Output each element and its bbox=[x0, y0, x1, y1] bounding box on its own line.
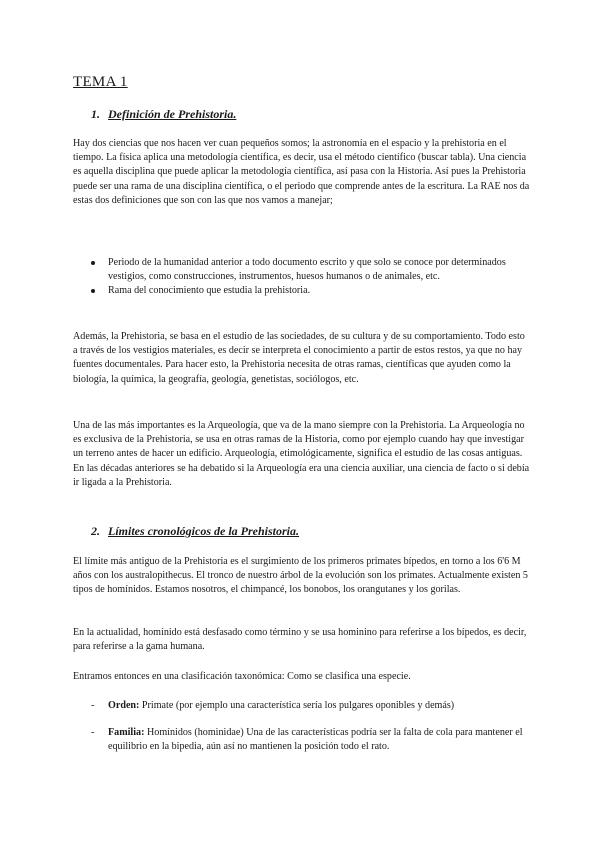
section-title: Definición de Prehistoria. bbox=[108, 107, 237, 121]
section-heading-1 bbox=[91, 106, 236, 122]
taxonomy-text: Homínidos (hominidae) Una de las características podría ser la falta de cola para mantener el equilibrio en la bipedia, aún así no mantienen la posición todo el rato. bbox=[108, 727, 523, 753]
paragraph-ademas: Además, la Prehistoria, se basa en el estudio de las sociedades, de su cultura y de su comportamiento. Todo esto a través de los vestigios materiales, es decir se interpreta el conocimiento a partir de estos restos, ya que no hay fuentes documentales. Para hacer esto, la Prehistoria necesita de otras ramas, científicas que ayuden como la biología, la química, la geografía, geología, genetistas, sociólogos, etc. bbox=[73, 331, 525, 385]
definition-list bbox=[91, 256, 531, 299]
list-item bbox=[91, 699, 531, 713]
list-item: Rama del conocimiento que estudia la prehistoria. bbox=[91, 284, 531, 298]
section-number: 2. bbox=[91, 524, 100, 538]
paragraph-intro: Hay dos ciencias que nos hacen ver cuan pequeños somos; la astronomía en el espacio y la prehistoria en el tiempo. La física aplica una metodología científica, es decir, usa el método científico (buscar tabla). Una ciencia es aquella disciplina que puede aplicar la metodología científica, así pasa con la Historia. Así pues la Prehistoria puede ser una rama de una disciplina científica, o el periodo que comprende antes de la escritura. La RAE nos da estas dos definiciones que son con las que nos vamos a manejar; bbox=[73, 138, 530, 206]
section-heading-2 bbox=[91, 523, 299, 539]
list-item: Periodo de la humanidad anterior a todo documento escrito y que solo se conoce por determinados vestigios, como construcciones, instrumentos, huesos humanos o de animales, etc. bbox=[91, 256, 531, 284]
paragraph-clasificacion: Entramos entonces en una clasificación taxonómica: Como se clasifica una especie. bbox=[73, 671, 411, 682]
taxonomy-label: Orden: bbox=[108, 700, 140, 711]
taxonomy-text: Primate (por ejemplo una característica sería los pulgares oponibles y demás) bbox=[139, 700, 455, 711]
document-title: TEMA 1 bbox=[73, 74, 128, 90]
section-title: Límites cronológicos de la Prehistoria. bbox=[108, 524, 299, 538]
taxonomy-label: Familia: bbox=[108, 727, 145, 739]
taxonomy-list bbox=[91, 699, 531, 755]
paragraph-actualidad: En la actualidad, homínido está desfasado como término y se usa hominino para referirse a los bípedos, es decir, para referirse a la gama humana. bbox=[73, 627, 527, 653]
paragraph-limite: El límite más antiguo de la Prehistoria es el surgimiento de los primeros primates bípedos, en torno a los 6'6 M años con los australopithecus. El tronco de nuestro árbol de la evolución son los primates. Actualmente existen 5 tipos de homínidos. Estamos nosotros, el chimpancé, los bonobos, los orangutanes y los gorilas. bbox=[73, 556, 528, 596]
paragraph-arqueologia: Una de las más importantes es la Arqueología, que va de la mano siempre con la Prehistoria. La Arqueología no es exclusiva de la Prehistoria, se usa en otras ramas de la Historia, como por ejemplo cuando hay que investigar un terreno antes de hacer un edificio. Arqueología, etimológicamente, significa el estudio de las cosas antiguas. En las décadas anteriores se ha debatido si la Arqueología era una ciencia auxiliar, una ciencia de facto o si debía ir ligada a la Prehistoria. bbox=[73, 420, 530, 488]
section-number: 1. bbox=[91, 107, 100, 121]
list-item bbox=[91, 726, 531, 754]
